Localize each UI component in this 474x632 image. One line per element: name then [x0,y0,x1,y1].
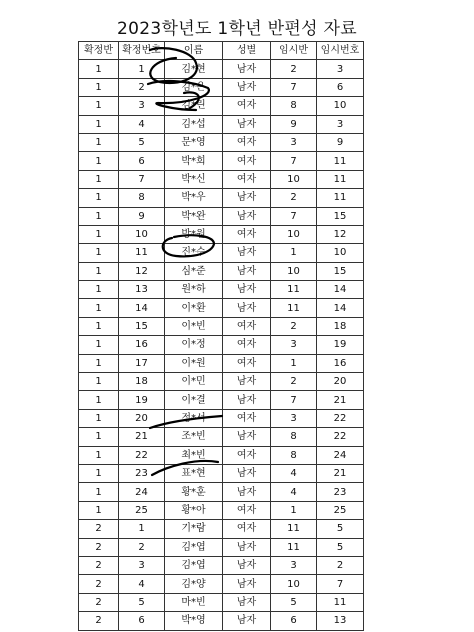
cell-final-number: 20 [119,409,165,427]
cell-final-class: 1 [79,170,119,188]
cell-final-number: 10 [119,225,165,243]
cell-gender: 남자 [223,593,271,611]
cell-gender: 남자 [223,244,271,262]
cell-final-class: 1 [79,97,119,115]
cell-temp-class: 1 [271,244,317,262]
cell-student-name: 표*현 [165,464,223,482]
cell-student-name: 김*현 [165,60,223,78]
cell-temp-class: 10 [271,170,317,188]
cell-temp-class: 3 [271,409,317,427]
cell-gender: 남자 [223,428,271,446]
cell-student-name: 박*신 [165,170,223,188]
cell-final-number: 15 [119,317,165,335]
table-row [79,391,364,409]
cell-temp-number: 9 [317,133,364,151]
cell-temp-class: 7 [271,152,317,170]
cell-temp-number: 18 [317,317,364,335]
cell-temp-number: 5 [317,538,364,556]
cell-student-name: 마*빈 [165,593,223,611]
cell-temp-number: 11 [317,593,364,611]
cell-student-name: 최*빈 [165,446,223,464]
cell-gender: 여자 [223,317,271,335]
cell-final-number: 12 [119,262,165,280]
cell-final-number: 7 [119,170,165,188]
cell-temp-number: 2 [317,556,364,574]
table-row [79,170,364,188]
cell-gender: 남자 [223,391,271,409]
cell-final-class: 2 [79,520,119,538]
table-row [79,97,364,115]
cell-temp-number: 19 [317,336,364,354]
cell-gender: 여자 [223,133,271,151]
cell-temp-number: 16 [317,354,364,372]
table-row [79,225,364,243]
cell-student-name: 심*준 [165,262,223,280]
header-temp-number: 임시번호 [317,42,364,60]
cell-temp-class: 5 [271,593,317,611]
cell-gender: 여자 [223,97,271,115]
cell-temp-class: 7 [271,207,317,225]
cell-student-name: 이*민 [165,373,223,391]
cell-temp-number: 14 [317,281,364,299]
cell-temp-class: 10 [271,262,317,280]
cell-temp-number: 21 [317,391,364,409]
cell-gender: 남자 [223,189,271,207]
cell-gender: 여자 [223,336,271,354]
cell-final-class: 1 [79,391,119,409]
cell-final-class: 2 [79,593,119,611]
cell-final-number: 21 [119,428,165,446]
table-row [79,354,364,372]
header-final-class: 확정반 [79,42,119,60]
cell-gender: 여자 [223,225,271,243]
table-body [79,60,364,630]
header-final-number: 확정번호 [119,42,165,60]
cell-final-class: 1 [79,207,119,225]
cell-temp-class: 11 [271,299,317,317]
cell-student-name: 이*환 [165,299,223,317]
cell-final-class: 1 [79,317,119,335]
cell-temp-number: 10 [317,244,364,262]
cell-temp-class: 2 [271,373,317,391]
cell-temp-number: 3 [317,115,364,133]
cell-final-class: 1 [79,354,119,372]
cell-final-class: 2 [79,538,119,556]
header-name: 이름 [165,42,223,60]
cell-final-number: 2 [119,538,165,556]
cell-gender: 남자 [223,556,271,574]
table-row [79,409,364,427]
class-assignment-table [78,41,364,631]
cell-final-number: 6 [119,612,165,630]
cell-temp-number: 21 [317,464,364,482]
cell-temp-number: 5 [317,520,364,538]
cell-student-name: 김*섭 [165,115,223,133]
cell-temp-class: 4 [271,464,317,482]
cell-temp-number: 7 [317,575,364,593]
table-row [79,78,364,96]
table-row [79,60,364,78]
cell-temp-class: 11 [271,520,317,538]
cell-temp-class: 7 [271,78,317,96]
cell-final-number: 13 [119,281,165,299]
cell-gender: 여자 [223,409,271,427]
cell-student-name: 이*빈 [165,317,223,335]
cell-final-class: 1 [79,189,119,207]
table-row [79,520,364,538]
cell-final-number: 1 [119,60,165,78]
cell-final-number: 5 [119,593,165,611]
cell-final-number: 14 [119,299,165,317]
table-row [79,207,364,225]
cell-gender: 남자 [223,575,271,593]
cell-final-number: 1 [119,520,165,538]
cell-final-class: 1 [79,244,119,262]
cell-student-name: 기*람 [165,520,223,538]
cell-temp-class: 1 [271,501,317,519]
cell-final-class: 1 [79,299,119,317]
table-row [79,336,364,354]
table-row [79,501,364,519]
cell-final-class: 1 [79,336,119,354]
cell-gender: 여자 [223,170,271,188]
cell-student-name: 김*엽 [165,538,223,556]
cell-final-class: 1 [79,464,119,482]
cell-temp-class: 11 [271,538,317,556]
cell-student-name: 박*희 [165,152,223,170]
cell-temp-number: 22 [317,409,364,427]
cell-final-number: 9 [119,207,165,225]
document-title: 2023학년도 1학년 반편성 자료 [117,19,357,39]
cell-final-number: 3 [119,97,165,115]
cell-temp-class: 10 [271,225,317,243]
cell-gender: 남자 [223,115,271,133]
cell-gender: 남자 [223,299,271,317]
cell-temp-class: 2 [271,317,317,335]
cell-temp-class: 9 [271,115,317,133]
cell-temp-class: 4 [271,483,317,501]
cell-gender: 남자 [223,538,271,556]
cell-temp-number: 6 [317,78,364,96]
cell-final-number: 4 [119,115,165,133]
cell-student-name: 이*정 [165,336,223,354]
cell-final-number: 4 [119,575,165,593]
table-row [79,575,364,593]
cell-final-number: 23 [119,464,165,482]
table-row [79,133,364,151]
cell-temp-number: 13 [317,612,364,630]
cell-final-class: 1 [79,115,119,133]
cell-final-class: 1 [79,262,119,280]
table-row [79,556,364,574]
cell-final-class: 1 [79,281,119,299]
table-row [79,428,364,446]
cell-temp-number: 15 [317,207,364,225]
cell-temp-number: 12 [317,225,364,243]
table-row [79,612,364,630]
table-row [79,373,364,391]
cell-final-number: 5 [119,133,165,151]
cell-gender: 남자 [223,612,271,630]
cell-student-name: 이*원 [165,354,223,372]
cell-student-name: 김*엽 [165,556,223,574]
cell-final-class: 1 [79,501,119,519]
cell-student-name: 문*영 [165,133,223,151]
cell-gender: 남자 [223,262,271,280]
cell-final-class: 1 [79,225,119,243]
cell-student-name: 정*서 [165,409,223,427]
table-row [79,464,364,482]
cell-gender: 여자 [223,354,271,372]
cell-final-class: 1 [79,428,119,446]
cell-temp-class: 7 [271,391,317,409]
cell-final-number: 17 [119,354,165,372]
cell-final-class: 1 [79,409,119,427]
cell-temp-number: 20 [317,373,364,391]
table-row [79,317,364,335]
cell-temp-number: 25 [317,501,364,519]
cell-final-number: 3 [119,556,165,574]
cell-final-number: 19 [119,391,165,409]
cell-student-name: 박*우 [165,189,223,207]
cell-final-number: 24 [119,483,165,501]
cell-student-name: 김*양 [165,575,223,593]
cell-final-class: 1 [79,60,119,78]
cell-temp-number: 24 [317,446,364,464]
cell-student-name: 진*수 [165,244,223,262]
cell-temp-number: 11 [317,152,364,170]
cell-student-name: 원*하 [165,281,223,299]
cell-gender: 여자 [223,520,271,538]
table-row [79,281,364,299]
cell-temp-class: 6 [271,612,317,630]
cell-final-class: 2 [79,575,119,593]
cell-student-name: 방*원 [165,225,223,243]
cell-temp-class: 3 [271,336,317,354]
cell-gender: 남자 [223,78,271,96]
cell-final-class: 1 [79,483,119,501]
header-gender: 성별 [223,42,271,60]
cell-temp-class: 8 [271,97,317,115]
cell-gender: 여자 [223,446,271,464]
table-header-row [79,42,364,60]
table-row [79,244,364,262]
cell-final-class: 2 [79,556,119,574]
table-row [79,299,364,317]
table-row [79,262,364,280]
cell-final-class: 1 [79,78,119,96]
cell-gender: 남자 [223,483,271,501]
cell-temp-number: 23 [317,483,364,501]
cell-student-name: 박*영 [165,612,223,630]
cell-temp-number: 11 [317,170,364,188]
cell-temp-class: 11 [271,281,317,299]
cell-temp-class: 1 [271,354,317,372]
cell-student-name: 조*빈 [165,428,223,446]
table-row [79,115,364,133]
table-row [79,593,364,611]
table-row [79,152,364,170]
cell-final-class: 1 [79,446,119,464]
cell-final-number: 25 [119,501,165,519]
cell-temp-class: 2 [271,189,317,207]
table-row [79,189,364,207]
cell-temp-class: 10 [271,575,317,593]
cell-temp-number: 10 [317,97,364,115]
cell-gender: 여자 [223,152,271,170]
cell-temp-number: 11 [317,189,364,207]
cell-final-class: 1 [79,133,119,151]
cell-temp-class: 3 [271,556,317,574]
cell-final-class: 1 [79,152,119,170]
cell-gender: 여자 [223,501,271,519]
cell-final-number: 8 [119,189,165,207]
cell-student-name: 박*완 [165,207,223,225]
cell-final-number: 22 [119,446,165,464]
cell-gender: 남자 [223,373,271,391]
cell-gender: 남자 [223,281,271,299]
cell-temp-class: 8 [271,428,317,446]
cell-student-name: 이*결 [165,391,223,409]
cell-student-name: 황*훈 [165,483,223,501]
cell-final-number: 11 [119,244,165,262]
cell-student-name: 김*린 [165,97,223,115]
cell-final-class: 2 [79,612,119,630]
cell-temp-number: 3 [317,60,364,78]
table-row [79,483,364,501]
cell-temp-number: 14 [317,299,364,317]
cell-temp-class: 2 [271,60,317,78]
cell-final-class: 1 [79,373,119,391]
cell-gender: 남자 [223,60,271,78]
header-temp-class: 임시반 [271,42,317,60]
cell-final-number: 6 [119,152,165,170]
cell-temp-number: 22 [317,428,364,446]
cell-final-number: 16 [119,336,165,354]
table-row [79,538,364,556]
cell-final-number: 18 [119,373,165,391]
cell-temp-class: 3 [271,133,317,151]
cell-temp-class: 8 [271,446,317,464]
cell-gender: 남자 [223,207,271,225]
cell-temp-number: 15 [317,262,364,280]
cell-student-name: 김*은 [165,78,223,96]
cell-final-number: 2 [119,78,165,96]
cell-student-name: 황*아 [165,501,223,519]
table-row [79,446,364,464]
cell-gender: 남자 [223,464,271,482]
